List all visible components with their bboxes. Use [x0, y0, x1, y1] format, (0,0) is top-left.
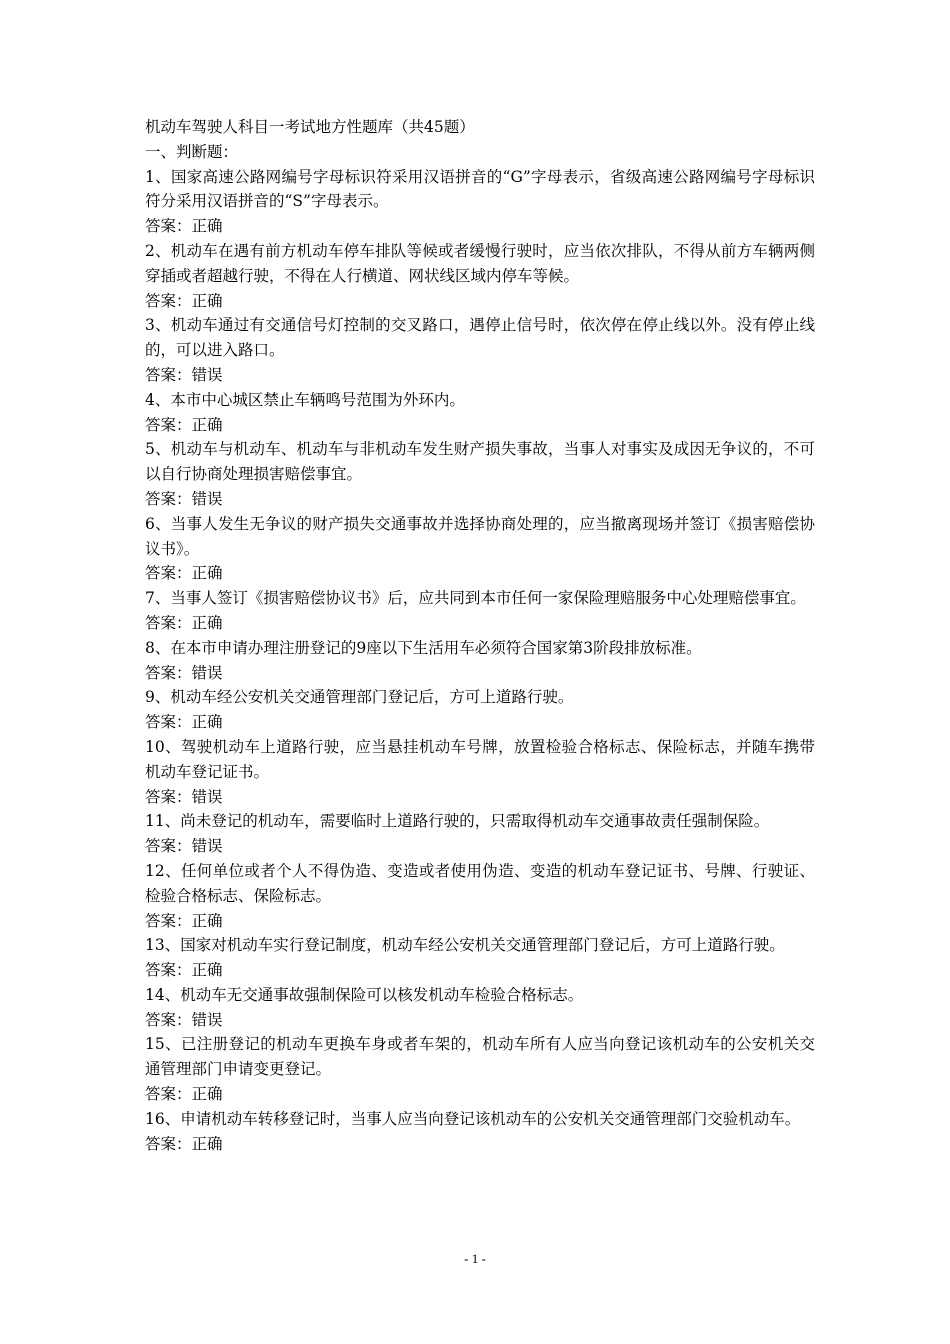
question-text: 10、驾驶机动车上道路行驶，应当悬挂机动车号牌，放置检验合格标志、保险标志，并随车携带机动车登记证书。	[145, 737, 815, 781]
answer-text: 答案：错误	[145, 365, 223, 384]
question-item	[145, 933, 815, 983]
page-number: - 1 -	[464, 1251, 486, 1266]
question-item	[145, 809, 815, 859]
answer-text: 答案：正确	[145, 1085, 223, 1104]
question-text: 13、国家对机动车实行登记制度，机动车经公安机关交通管理部门登记后，方可上道路行驶。	[145, 936, 785, 955]
question-item	[145, 859, 815, 933]
answer-text: 答案：错误	[145, 837, 223, 856]
question-item	[145, 1107, 815, 1157]
question-text: 7、当事人签订《损害赔偿协议书》后，应共同到本市任何一家保险理赔服务中心处理赔偿事宜。	[145, 589, 806, 608]
answer-text: 答案：错误	[145, 489, 223, 508]
section-heading: 一、判断题：	[145, 142, 239, 161]
answer-text: 答案：错误	[145, 1010, 223, 1029]
question-text: 12、任何单位或者个人不得伪造、变造或者使用伪造、变造的机动车登记证书、号牌、行驶证、检验合格标志、保险标志。	[145, 861, 815, 905]
answer-text: 答案：正确	[145, 911, 223, 930]
question-text: 16、申请机动车转移登记时，当事人应当向登记该机动车的公安机关交通管理部门交验机动车。	[145, 1109, 801, 1128]
question-item	[145, 636, 815, 686]
answer-text: 答案：正确	[145, 713, 223, 732]
answer-text: 答案：正确	[145, 415, 223, 434]
question-item	[145, 983, 815, 1033]
question-item	[145, 1032, 815, 1106]
question-item	[145, 437, 815, 511]
question-item	[145, 313, 815, 387]
answer-text: 答案：正确	[145, 613, 223, 632]
question-text: 8、在本市申请办理注册登记的9座以下生活用车必须符合国家第3阶段排放标准。	[145, 638, 702, 657]
question-item	[145, 685, 815, 735]
answer-text: 答案：错误	[145, 787, 223, 806]
document-title: 机动车驾驶人科目一考试地方性题库（共45题）	[145, 118, 475, 136]
answer-text: 答案：正确	[145, 1134, 223, 1153]
question-text: 2、机动车在遇有前方机动车停车排队等候或者缓慢行驶时，应当依次排队，不得从前方车辆两侧穿插或者超越行驶，不得在人行横道、网状线区域内停车等候。	[145, 241, 815, 285]
answer-text: 答案：正确	[145, 217, 223, 236]
answer-text: 答案：正确	[145, 564, 223, 583]
question-text: 1、国家高速公路网编号字母标识符采用汉语拼音的“G”字母表示，省级高速公路网编号字母标识符分采用汉语拼音的“S”字母表示。	[145, 167, 815, 211]
question-text: 9、机动车经公安机关交通管理部门登记后，方可上道路行驶。	[145, 688, 574, 707]
answer-text: 答案：正确	[145, 961, 223, 980]
question-item	[145, 165, 815, 239]
answer-text: 答案：错误	[145, 663, 223, 682]
question-text: 15、已注册登记的机动车更换车身或者车架的，机动车所有人应当向登记该机动车的公安机关交通管理部门申请变更登记。	[145, 1035, 815, 1079]
question-text: 4、本市中心城区禁止车辆鸣号范围为外环内。	[145, 390, 465, 409]
answer-text: 答案：正确	[145, 291, 223, 310]
question-item	[145, 735, 815, 809]
question-item	[145, 586, 815, 636]
question-item	[145, 512, 815, 586]
question-item	[145, 388, 815, 438]
question-text: 5、机动车与机动车、机动车与非机动车发生财产损失事故，当事人对事实及成因无争议的，不可以自行协商处理损害赔偿事宜。	[145, 440, 815, 484]
question-text: 6、当事人发生无争议的财产损失交通事故并选择协商处理的，应当撤离现场并签订《损害赔偿协议书》。	[145, 514, 815, 558]
question-text: 14、机动车无交通事故强制保险可以核发机动车检验合格标志。	[145, 985, 584, 1004]
question-text: 11、尚未登记的机动车，需要临时上道路行驶的，只需取得机动车交通事故责任强制保险。	[145, 812, 770, 831]
question-item	[145, 239, 815, 313]
question-text: 3、机动车通过有交通信号灯控制的交叉路口，遇停止信号时，依次停在停止线以外。没有停止线的，可以进入路口。	[145, 316, 815, 360]
document-body	[145, 115, 815, 1156]
